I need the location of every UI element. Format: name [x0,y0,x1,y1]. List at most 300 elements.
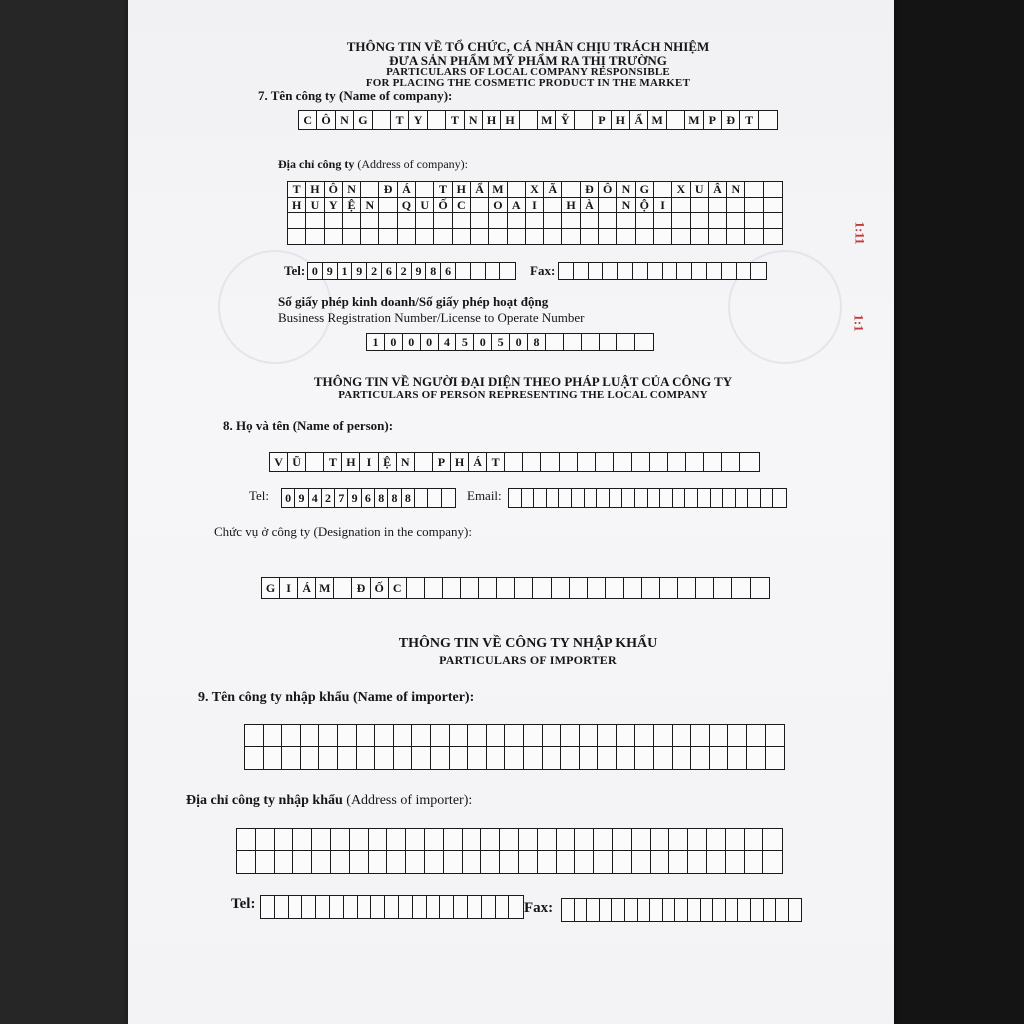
designation-field[interactable] [261,577,770,599]
char-box[interactable] [618,263,633,279]
char-box[interactable]: M [648,111,666,129]
char-box[interactable] [444,829,463,851]
char-box[interactable] [562,229,580,245]
char-box[interactable] [375,725,394,747]
char-box[interactable] [526,213,544,229]
char-box[interactable] [600,334,618,350]
char-box[interactable] [264,725,283,747]
char-box[interactable] [289,896,303,918]
char-box[interactable] [596,453,614,471]
char-box[interactable] [603,263,618,279]
char-box[interactable] [407,578,425,598]
char-box[interactable] [570,578,588,598]
char-box[interactable] [732,578,750,598]
char-box[interactable] [667,111,685,129]
char-box[interactable] [471,263,486,279]
importer-tel-field[interactable] [260,895,524,919]
char-box[interactable] [776,899,789,921]
char-box[interactable] [688,829,707,851]
char-box[interactable]: P [593,111,611,129]
char-box[interactable]: Á [469,453,487,471]
char-box[interactable]: H [612,111,630,129]
char-box[interactable] [431,747,450,769]
char-box[interactable] [625,899,638,921]
char-box[interactable] [415,489,428,507]
char-box[interactable] [547,489,560,507]
char-box[interactable]: N [465,111,483,129]
char-box[interactable]: 5 [492,334,510,350]
char-box[interactable] [330,896,344,918]
char-box[interactable] [482,896,496,918]
char-box[interactable] [440,896,454,918]
char-box[interactable] [561,747,580,769]
char-box[interactable] [668,453,686,471]
char-box[interactable] [713,899,726,921]
char-box[interactable]: Q [398,198,416,214]
char-box[interactable] [600,899,613,921]
char-box[interactable] [256,829,275,851]
char-box[interactable] [357,725,376,747]
char-box[interactable]: N [336,111,354,129]
char-box[interactable]: À [581,198,599,214]
char-box[interactable] [425,851,444,873]
char-box[interactable] [617,334,635,350]
char-box[interactable] [613,851,632,873]
char-box[interactable] [428,489,441,507]
char-box[interactable]: N [361,198,379,214]
char-box[interactable] [632,829,651,851]
char-box[interactable] [302,896,316,918]
char-box[interactable] [638,899,651,921]
char-box[interactable] [673,747,692,769]
char-box[interactable] [471,198,489,214]
person-tel-field[interactable] [281,488,456,508]
char-box[interactable] [654,725,673,747]
char-box[interactable] [468,725,487,747]
char-box[interactable] [610,489,623,507]
char-box[interactable]: 5 [456,334,474,350]
char-box[interactable]: P [704,111,722,129]
char-box[interactable]: 0 [403,334,421,350]
char-box[interactable] [468,896,482,918]
char-box[interactable]: Đ [379,182,397,198]
char-box[interactable] [481,829,500,851]
char-box[interactable]: Ô [317,111,335,129]
char-box[interactable] [379,229,397,245]
char-box[interactable] [497,578,515,598]
char-box[interactable] [575,851,594,873]
char-box[interactable] [520,111,538,129]
char-box[interactable] [598,725,617,747]
importer-address-field[interactable] [236,828,783,874]
char-box[interactable] [443,578,461,598]
char-box[interactable] [698,489,711,507]
char-box[interactable] [709,229,727,245]
char-box[interactable] [508,229,526,245]
char-box[interactable] [613,829,632,851]
char-box[interactable] [691,725,710,747]
char-box[interactable] [500,829,519,851]
char-box[interactable] [523,453,541,471]
char-box[interactable] [461,578,479,598]
char-box[interactable]: A [508,198,526,214]
char-box[interactable] [463,851,482,873]
char-box[interactable] [648,263,663,279]
char-box[interactable] [654,182,672,198]
char-box[interactable] [505,453,523,471]
char-box[interactable] [575,829,594,851]
char-box[interactable] [632,453,650,471]
char-box[interactable] [763,829,782,851]
char-box[interactable] [709,213,727,229]
char-box[interactable] [534,489,547,507]
char-box[interactable] [557,829,576,851]
char-box[interactable] [761,489,774,507]
char-box[interactable] [519,851,538,873]
char-box[interactable] [293,829,312,851]
char-box[interactable]: N [397,453,415,471]
char-box[interactable] [691,213,709,229]
char-box[interactable] [594,851,613,873]
char-box[interactable] [312,851,331,873]
char-box[interactable]: Đ [581,182,599,198]
char-box[interactable]: H [288,198,306,214]
char-box[interactable]: T [434,182,452,198]
char-box[interactable] [636,213,654,229]
person-name-field[interactable] [269,452,760,472]
char-box[interactable] [293,851,312,873]
char-box[interactable] [544,213,562,229]
char-box[interactable] [442,489,455,507]
char-box[interactable]: Đ [722,111,740,129]
char-box[interactable] [597,489,610,507]
char-box[interactable]: Á [298,578,316,598]
char-box[interactable] [264,747,283,769]
char-box[interactable]: X [672,182,690,198]
char-box[interactable]: 0 [385,334,403,350]
char-box[interactable] [282,747,301,769]
char-box[interactable]: T [324,453,342,471]
char-box[interactable] [331,851,350,873]
char-box[interactable] [325,213,343,229]
char-box[interactable]: Ố [371,578,389,598]
char-box[interactable] [617,747,636,769]
char-box[interactable] [561,725,580,747]
char-box[interactable]: Y [409,111,427,129]
char-box[interactable] [707,851,726,873]
char-box[interactable]: N [343,182,361,198]
email-field[interactable] [508,488,787,508]
char-box[interactable] [751,263,766,279]
char-box[interactable] [759,111,777,129]
char-box[interactable] [701,899,714,921]
char-box[interactable] [275,851,294,873]
char-box[interactable] [350,829,369,851]
char-box[interactable] [456,263,471,279]
char-box[interactable] [709,198,727,214]
char-box[interactable] [413,896,427,918]
char-box[interactable] [358,896,372,918]
char-box[interactable] [357,747,376,769]
char-box[interactable] [371,896,385,918]
char-box[interactable]: Ộ [636,198,654,214]
char-box[interactable] [650,453,668,471]
char-box[interactable] [394,725,413,747]
char-box[interactable]: 0 [308,263,323,279]
char-box[interactable] [431,725,450,747]
char-box[interactable] [580,725,599,747]
char-box[interactable]: Â [709,182,727,198]
char-box[interactable] [696,578,714,598]
char-box[interactable] [453,229,471,245]
char-box[interactable]: 9 [348,489,361,507]
char-box[interactable] [766,747,785,769]
char-box[interactable]: 9 [412,263,427,279]
char-box[interactable]: U [306,198,324,214]
char-box[interactable] [412,747,431,769]
char-box[interactable] [726,851,745,873]
importer-fax-field[interactable] [561,898,802,922]
char-box[interactable]: I [526,198,544,214]
char-box[interactable] [714,578,732,598]
char-box[interactable] [334,578,352,598]
char-box[interactable]: I [280,578,298,598]
char-box[interactable] [301,747,320,769]
char-box[interactable]: H [306,182,324,198]
license-number-field[interactable] [366,333,654,351]
char-box[interactable] [454,896,468,918]
char-box[interactable] [722,453,740,471]
char-box[interactable]: 6 [441,263,456,279]
char-box[interactable] [581,213,599,229]
char-box[interactable]: 8 [528,334,546,350]
char-box[interactable] [471,213,489,229]
char-box[interactable] [688,899,701,921]
char-box[interactable] [710,725,729,747]
char-box[interactable] [463,829,482,851]
char-box[interactable] [738,899,751,921]
char-box[interactable]: G [262,578,280,598]
char-box[interactable] [635,725,654,747]
char-box[interactable]: I [360,453,378,471]
char-box[interactable] [692,263,707,279]
char-box[interactable] [526,229,544,245]
char-box[interactable] [773,489,786,507]
char-box[interactable] [632,851,651,873]
char-box[interactable] [338,747,357,769]
char-box[interactable] [707,263,722,279]
char-box[interactable] [261,896,275,918]
char-box[interactable] [678,578,696,598]
char-box[interactable] [489,229,507,245]
char-box[interactable]: Ô [599,182,617,198]
char-box[interactable] [745,198,763,214]
char-box[interactable] [654,747,673,769]
char-box[interactable] [736,489,749,507]
char-box[interactable] [237,829,256,851]
char-box[interactable] [747,747,766,769]
char-box[interactable] [737,263,752,279]
char-box[interactable] [375,747,394,769]
char-box[interactable]: M [316,578,334,598]
char-box[interactable] [316,896,330,918]
char-box[interactable]: 9 [295,489,308,507]
char-box[interactable] [635,334,653,350]
char-box[interactable]: H [453,182,471,198]
char-box[interactable]: C [389,578,407,598]
char-box[interactable]: 4 [439,334,457,350]
char-box[interactable] [509,896,523,918]
char-box[interactable]: T [391,111,409,129]
char-box[interactable]: U [416,198,434,214]
char-box[interactable]: G [354,111,372,129]
char-box[interactable] [412,725,431,747]
char-box[interactable] [648,489,661,507]
char-box[interactable] [751,578,769,598]
company-name-field[interactable] [298,110,778,130]
char-box[interactable] [673,489,686,507]
char-box[interactable]: Ố [434,198,452,214]
char-box[interactable] [622,489,635,507]
char-box[interactable]: 0 [474,334,492,350]
char-box[interactable] [369,829,388,851]
char-box[interactable]: H [501,111,519,129]
char-box[interactable] [745,182,763,198]
char-box[interactable] [654,213,672,229]
char-box[interactable]: Ệ [379,453,397,471]
char-box[interactable] [524,747,543,769]
char-box[interactable] [486,263,501,279]
char-box[interactable] [500,851,519,873]
char-box[interactable] [500,263,515,279]
char-box[interactable] [487,747,506,769]
char-box[interactable] [764,229,782,245]
char-box[interactable] [361,229,379,245]
char-box[interactable] [763,851,782,873]
char-box[interactable] [394,747,413,769]
char-box[interactable] [434,213,452,229]
char-box[interactable] [552,578,570,598]
char-box[interactable] [450,747,469,769]
char-box[interactable] [745,829,764,851]
char-box[interactable] [344,896,358,918]
char-box[interactable]: V [270,453,288,471]
char-box[interactable] [599,229,617,245]
char-box[interactable]: T [487,453,505,471]
char-box[interactable] [673,725,692,747]
char-box[interactable] [387,829,406,851]
char-box[interactable] [425,829,444,851]
char-box[interactable]: C [299,111,317,129]
char-box[interactable]: N [727,182,745,198]
char-box[interactable] [594,829,613,851]
char-box[interactable] [406,851,425,873]
char-box[interactable] [747,725,766,747]
char-box[interactable] [524,725,543,747]
char-box[interactable]: Ẩ [630,111,648,129]
char-box[interactable] [398,213,416,229]
char-box[interactable] [617,213,635,229]
char-box[interactable] [598,747,617,769]
char-box[interactable]: 1 [338,263,353,279]
char-box[interactable] [541,453,559,471]
char-box[interactable] [740,453,758,471]
char-box[interactable]: G [636,182,654,198]
char-box[interactable] [325,229,343,245]
char-box[interactable]: H [483,111,501,129]
char-box[interactable]: 6 [362,489,375,507]
char-box[interactable] [727,198,745,214]
char-box[interactable] [585,489,598,507]
char-box[interactable]: 4 [309,489,322,507]
char-box[interactable] [578,453,596,471]
char-box[interactable] [691,229,709,245]
char-box[interactable] [691,198,709,214]
char-box[interactable] [745,229,763,245]
char-box[interactable] [672,229,690,245]
char-box[interactable] [633,263,648,279]
char-box[interactable] [624,578,642,598]
char-box[interactable] [319,725,338,747]
char-box[interactable] [379,213,397,229]
char-box[interactable] [425,578,443,598]
char-box[interactable] [505,725,524,747]
char-box[interactable] [764,213,782,229]
char-box[interactable] [399,896,413,918]
char-box[interactable]: 7 [335,489,348,507]
char-box[interactable]: Ã [544,182,562,198]
char-box[interactable] [691,747,710,769]
char-box[interactable] [343,229,361,245]
char-box[interactable]: 2 [367,263,382,279]
char-box[interactable]: 2 [397,263,412,279]
char-box[interactable] [450,725,469,747]
char-box[interactable]: 2 [322,489,335,507]
char-box[interactable] [519,829,538,851]
char-box[interactable] [543,747,562,769]
char-box[interactable] [288,229,306,245]
char-box[interactable] [444,851,463,873]
char-box[interactable] [515,578,533,598]
char-box[interactable] [651,851,670,873]
char-box[interactable] [688,851,707,873]
char-box[interactable] [617,725,636,747]
char-box[interactable] [546,334,564,350]
char-box[interactable] [379,198,397,214]
char-box[interactable] [385,896,399,918]
char-box[interactable] [728,747,747,769]
char-box[interactable]: Ỹ [556,111,574,129]
char-box[interactable] [581,229,599,245]
char-box[interactable] [575,899,588,921]
char-box[interactable] [481,851,500,873]
char-box[interactable] [559,489,572,507]
char-box[interactable] [660,489,673,507]
char-box[interactable] [338,725,357,747]
char-box[interactable]: N [617,182,635,198]
char-box[interactable]: Ệ [343,198,361,214]
char-box[interactable] [635,489,648,507]
char-box[interactable] [245,747,264,769]
char-box[interactable] [361,182,379,198]
char-box[interactable] [237,851,256,873]
char-box[interactable]: Ô [325,182,343,198]
char-box[interactable] [538,851,557,873]
char-box[interactable] [766,725,785,747]
char-box[interactable] [685,489,698,507]
char-box[interactable] [677,263,692,279]
char-box[interactable]: O [489,198,507,214]
